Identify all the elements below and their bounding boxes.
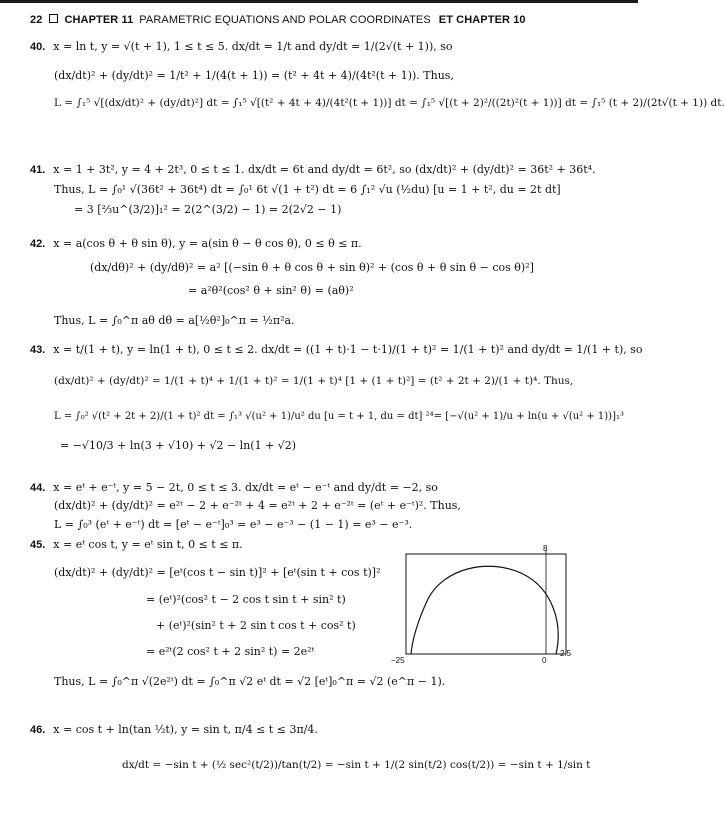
problem-46-line-1 xyxy=(30,723,590,737)
page-number: 22 xyxy=(30,14,43,26)
square-bullet-icon xyxy=(49,14,58,23)
top-rule xyxy=(0,0,638,3)
problem-number: 40. xyxy=(30,41,46,53)
problem-41-line-3: = 3 [⅔u^(3/2)]₁² = 2(2^(3/2) − 1) = 2(2√2 − 1) xyxy=(74,203,342,216)
problem-45-line-5: = e²ᵗ(2 cos² t + 2 sin² t) = 2e²ᵗ xyxy=(146,645,315,658)
problem-46 xyxy=(30,723,590,772)
problem-45-line-2: (dx/dt)² + (dy/dt)² = [eᵗ(cos t − sin t)]² + [eᵗ(sin t + cos t)]² xyxy=(54,566,381,579)
problem-45 xyxy=(30,538,445,688)
math-text: x = eᵗ cos t, y = eᵗ sin t, 0 ≤ t ≤ π. xyxy=(53,538,243,551)
figure-plot xyxy=(403,544,573,669)
problem-40-line-3: L = ∫₁⁵ √[(dx/dt)² + (dy/dt)²] dt = ∫₁⁵ √[(t² + 4t + 4)/(4t²(t + 1))] dt = ∫₁⁵ √[(t + 2)²/((2t)²(t + 1))] dt = ∫₁⁵ (t + 2)/(2t√(t + 1)) dt. xyxy=(54,97,725,109)
problem-44 xyxy=(30,481,461,531)
problem-43-line-4: = −√10/3 + ln(3 + √10) + √2 − ln(1 + √2) xyxy=(60,439,297,452)
problem-42-line-2: (dx/dθ)² + (dy/dθ)² = a² [(−sin θ + θ cos θ + sin θ)² + (cos θ + θ sin θ − cos θ)²] xyxy=(90,261,534,274)
problem-40 xyxy=(30,40,725,110)
problem-41-line-2: Thus, L = ∫₀¹ √(36t² + 36t⁴) dt = ∫₀¹ 6t √(1 + t²) dt = 6 ∫₁² √u (½du) [u = 1 + t², du = 2t dt] xyxy=(54,183,561,196)
problem-41 xyxy=(30,163,596,216)
problem-45-line-4: + (eᵗ)²(sin² t + 2 sin t cos t + cos² t) xyxy=(156,619,356,632)
problem-number: 42. xyxy=(30,238,46,250)
problem-number: 43. xyxy=(30,344,46,356)
curve-path xyxy=(411,566,558,654)
problem-44-line-3: L = ∫₀³ (eᵗ + e⁻ᵗ) dt = [eᵗ − e⁻ᵗ]₀³ = e³ − e⁻³ − (1 − 1) = e³ − e⁻³. xyxy=(54,518,413,531)
et-chapter-label: ET CHAPTER 10 xyxy=(438,14,526,26)
problem-43-line-3: L = ∫₀² √(t² + 2t + 2)/(1 + t)² dt = ∫₁³ √(u² + 1)/u² du [u = t + 1, du = dt] ²⁴= [−√(u² + 1)/u + ln(u + √(u² + 1))]₁³ xyxy=(54,411,624,422)
problem-43 xyxy=(30,343,643,452)
problem-40-line-2: (dx/dt)² + (dy/dt)² = 1/t² + 1/(4(t + 1)) = (t² + 4t + 4)/(4t²(t + 1)). Thus, xyxy=(54,69,454,82)
problem-45-line-1 xyxy=(30,538,445,552)
problem-45-line-6: Thus, L = ∫₀^π √(2e²ᵗ) dt = ∫₀^π √2 eᵗ dt = √2 [eᵗ]₀^π = √2 (e^π − 1). xyxy=(54,675,446,688)
x-min-label: −25 xyxy=(391,656,405,665)
problem-number: 45. xyxy=(30,539,46,551)
problem-41-line-1 xyxy=(30,163,596,177)
problem-46-line-2: dx/dt = −sin t + (½ sec²(t/2))/tan(t/2) = −sin t + 1/(2 sin(t/2) cos(t/2)) = −sin t + 1/sin t xyxy=(122,759,591,771)
problem-40-line-1 xyxy=(30,40,725,54)
spiral-arc-figure xyxy=(391,544,573,669)
math-text: x = 1 + 3t², y = 4 + 2t³, 0 ≤ t ≤ 1. dx/dt = 6t and dy/dt = 6t², so (dx/dt)² + (dy/dt)² = 36t² + 36t⁴. xyxy=(53,163,596,176)
figure-frame xyxy=(406,554,566,654)
problem-43-line-1 xyxy=(30,343,643,357)
chapter-label: CHAPTER 11 xyxy=(64,14,134,26)
problem-42-line-1 xyxy=(30,237,534,251)
math-text: x = cos t + ln(tan ½t), y = sin t, π/4 ≤ t ≤ 3π/4. xyxy=(53,723,318,736)
x-max-label: 2.5 xyxy=(560,649,572,658)
problem-42-line-3: = a²θ²(cos² θ + sin² θ) = (aθ)² xyxy=(188,284,354,297)
problem-44-line-1 xyxy=(30,481,461,495)
problem-number: 46. xyxy=(30,724,46,736)
chapter-title: PARAMETRIC EQUATIONS AND POLAR COORDINATES xyxy=(139,14,431,26)
x-origin-label: 0 xyxy=(542,656,547,665)
running-header xyxy=(30,14,526,26)
problem-45-line-3: = (eᵗ)²(cos² t − 2 cos t sin t + sin² t) xyxy=(146,593,346,606)
problem-44-line-2: (dx/dt)² + (dy/dt)² = e²ᵗ − 2 + e⁻²ᵗ + 4 = e²ᵗ + 2 + e⁻²ᵗ = (eᵗ + e⁻ᵗ)². Thus, xyxy=(54,499,461,512)
problem-43-line-2: (dx/dt)² + (dy/dt)² = 1/(1 + t)⁴ + 1/(1 + t)² = 1/(1 + t)⁴ [1 + (1 + t)²] = (t² + 2t + 2)/(1 + t)⁴. Thus, xyxy=(54,375,574,387)
y-max-label: 8 xyxy=(543,544,548,553)
problem-number: 44. xyxy=(30,482,46,494)
problem-42 xyxy=(30,237,534,327)
problem-number: 41. xyxy=(30,164,46,176)
math-text: x = t/(1 + t), y = ln(1 + t), 0 ≤ t ≤ 2. dx/dt = ((1 + t)·1 − t·1)/(1 + t)² = 1/(1 + t)² and dy/dt = 1/(1 + t), so xyxy=(53,343,643,356)
problem-42-line-4: Thus, L = ∫₀^π aθ dθ = a[½θ²]₀^π = ½π²a. xyxy=(54,314,295,327)
math-text: x = eᵗ + e⁻ᵗ, y = 5 − 2t, 0 ≤ t ≤ 3. dx/dt = eᵗ − e⁻ᵗ and dy/dt = −2, so xyxy=(53,481,438,494)
math-text: x = a(cos θ + θ sin θ), y = a(sin θ − θ cos θ), 0 ≤ θ ≤ π. xyxy=(53,237,362,250)
math-text: x = ln t, y = √(t + 1), 1 ≤ t ≤ 5. dx/dt = 1/t and dy/dt = 1/(2√(t + 1)), so xyxy=(53,40,453,53)
